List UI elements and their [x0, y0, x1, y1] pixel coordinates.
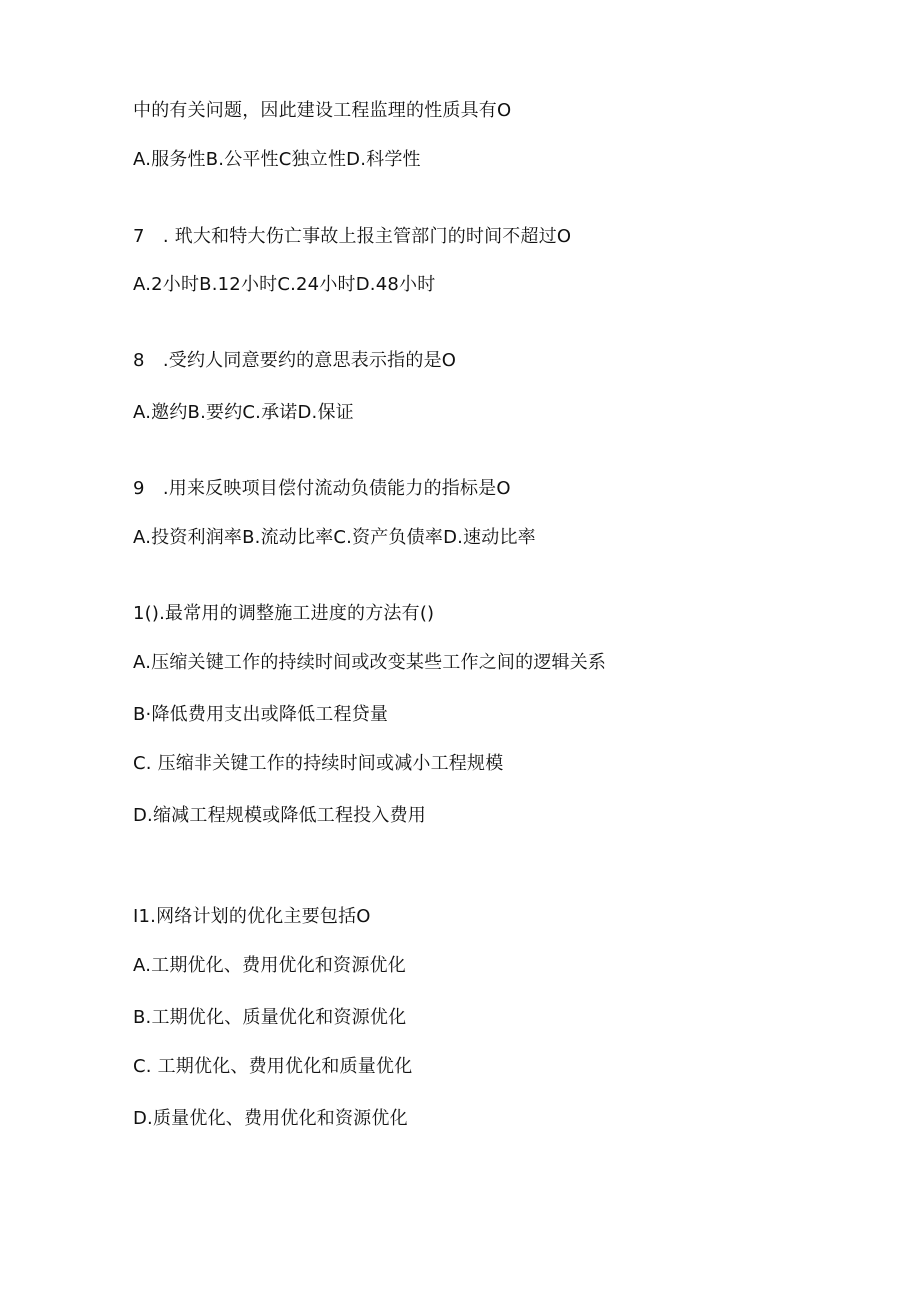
question-11-stem: I1.网络计划的优化主要包括O: [133, 906, 371, 927]
question-7-options: A.2小时B.12小时C.24小时D.48小时: [133, 274, 436, 295]
question-7-stem: 7 . 玳大和特大伤亡事故上报主管部门的时间不超过O: [133, 226, 572, 247]
question-10-option-a: A.压缩关键工作的持续时间或改变某些工作之间的逻辑关系: [133, 652, 607, 673]
question-11-option-c: C. 工期优化、费用优化和质量优化: [133, 1056, 413, 1077]
question-10-option-b: B·降低费用支出或降低工程贷量: [133, 704, 389, 725]
question-8-options: A.邀约B.要约C.承诺D.保证: [133, 402, 354, 423]
question-11-option-d: D.质量优化、费用优化和资源优化: [133, 1108, 408, 1129]
question-9-options: A.投资利润率B.流动比率C.资产负债率D.速动比率: [133, 527, 536, 548]
question-9-stem: 9 .用来反映项目偿付流动负债能力的指标是O: [133, 478, 511, 499]
question-10-option-c: C. 压缩非关键工作的持续时间或减小工程规模: [133, 753, 504, 774]
question-11-option-b: B.工期优化、质量优化和资源优化: [133, 1007, 407, 1028]
question-10-stem: 1().最常用的调整施工进度的方法有(): [133, 603, 435, 624]
question-10-option-d: D.缩减工程规模或降低工程投入费用: [133, 805, 426, 826]
question-8-stem: 8 .受约人同意要约的意思表示指的是O: [133, 350, 457, 371]
question-6-options: A.服务性B.公平性C独立性D.科学性: [133, 149, 421, 170]
question-11-option-a: A.工期优化、费用优化和资源优化: [133, 955, 406, 976]
question-6-stem-continued: 中的有关问题，因此建设工程监理的性质具有O: [133, 100, 512, 121]
